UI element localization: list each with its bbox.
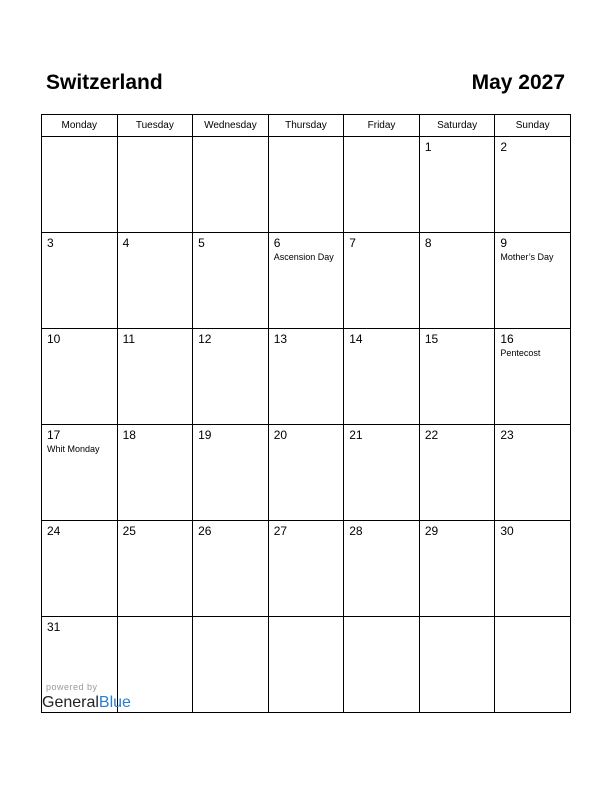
day-number: 1	[424, 140, 432, 154]
day-number: 4	[122, 236, 130, 250]
day-cell	[419, 617, 495, 713]
day-cell	[495, 617, 571, 713]
day-number: 25	[122, 524, 136, 538]
day-cell	[419, 329, 495, 425]
week-row	[42, 329, 571, 425]
day-number: 5	[198, 236, 205, 250]
week-row	[42, 233, 571, 329]
weekday-friday: Friday	[344, 115, 420, 137]
day-cell	[419, 233, 495, 329]
day-cell	[117, 233, 193, 329]
day-cell	[193, 233, 269, 329]
day-cell	[344, 329, 420, 425]
day-number: 2	[500, 140, 508, 154]
day-number: 21	[349, 428, 363, 442]
day-number: 19	[198, 428, 212, 442]
day-number: 30	[500, 524, 514, 538]
day-number: 3	[47, 236, 54, 250]
calendar-grid	[41, 114, 571, 713]
day-cell	[268, 425, 344, 521]
day-cell	[344, 137, 420, 233]
day-number: 28	[349, 524, 363, 538]
day-cell	[117, 137, 193, 233]
day-number: 16	[500, 332, 514, 346]
day-number: 20	[273, 428, 288, 442]
day-number: 11	[122, 332, 136, 346]
day-cell	[42, 137, 118, 233]
day-cell	[419, 521, 495, 617]
day-cell	[268, 233, 344, 329]
day-cell	[42, 329, 118, 425]
day-number: 22	[424, 428, 439, 442]
powered-by-text: powered by	[46, 682, 98, 692]
day-cell	[344, 425, 420, 521]
day-cell	[42, 233, 118, 329]
day-cell	[193, 521, 269, 617]
day-cell	[495, 425, 571, 521]
day-cell	[344, 233, 420, 329]
day-number: 7	[349, 236, 356, 250]
day-cell	[42, 425, 118, 521]
day-cell	[117, 521, 193, 617]
holiday-label: Pentecost	[500, 348, 541, 358]
day-number: 14	[349, 332, 363, 346]
day-cell	[193, 329, 269, 425]
day-cell	[268, 137, 344, 233]
week-row	[42, 137, 571, 233]
generalblue-logo[interactable]	[42, 694, 131, 712]
week-row	[42, 425, 571, 521]
holiday-label: Ascension Day	[273, 252, 334, 262]
country-title: Switzerland	[46, 71, 163, 94]
weekday-monday: Monday	[42, 115, 118, 137]
brand-general-text: General	[42, 694, 99, 711]
holiday-label: Whit Monday	[47, 444, 100, 454]
day-cell	[193, 425, 269, 521]
day-number: 29	[424, 524, 439, 538]
weekday-thursday: Thursday	[268, 115, 344, 137]
day-number: 17	[47, 428, 61, 442]
day-cell	[495, 233, 571, 329]
weekday-tuesday: Tuesday	[117, 115, 193, 137]
day-cell	[193, 137, 269, 233]
day-number: 13	[273, 332, 288, 346]
month-title: May 2027	[471, 71, 565, 94]
day-number: 23	[500, 428, 514, 442]
day-cell	[117, 425, 193, 521]
day-number: 24	[47, 524, 61, 538]
holiday-label: Mother’s Day	[500, 252, 554, 262]
day-cell	[495, 329, 571, 425]
day-number: 27	[273, 524, 288, 538]
day-cell	[419, 137, 495, 233]
week-row	[42, 521, 571, 617]
day-number: 8	[424, 236, 432, 250]
day-cell	[419, 425, 495, 521]
day-cell	[268, 617, 344, 713]
day-number: 10	[47, 332, 61, 346]
day-cell	[268, 521, 344, 617]
day-number: 18	[122, 428, 136, 442]
day-cell	[344, 521, 420, 617]
weekday-header-row	[42, 115, 571, 137]
day-cell	[117, 329, 193, 425]
day-number: 9	[500, 236, 508, 250]
brand-blue-text: Blue	[98, 694, 131, 711]
day-cell	[268, 329, 344, 425]
day-cell	[495, 137, 571, 233]
day-cell	[495, 521, 571, 617]
day-number: 15	[424, 332, 439, 346]
weekday-saturday: Saturday	[419, 115, 495, 137]
weekday-sunday: Sunday	[495, 115, 571, 137]
day-number: 26	[198, 524, 212, 538]
day-cell	[344, 617, 420, 713]
day-cell	[193, 617, 269, 713]
weekday-wednesday: Wednesday	[193, 115, 269, 137]
day-number: 12	[198, 332, 212, 346]
day-number: 31	[47, 620, 61, 634]
day-cell	[42, 521, 118, 617]
day-number: 6	[273, 236, 281, 250]
